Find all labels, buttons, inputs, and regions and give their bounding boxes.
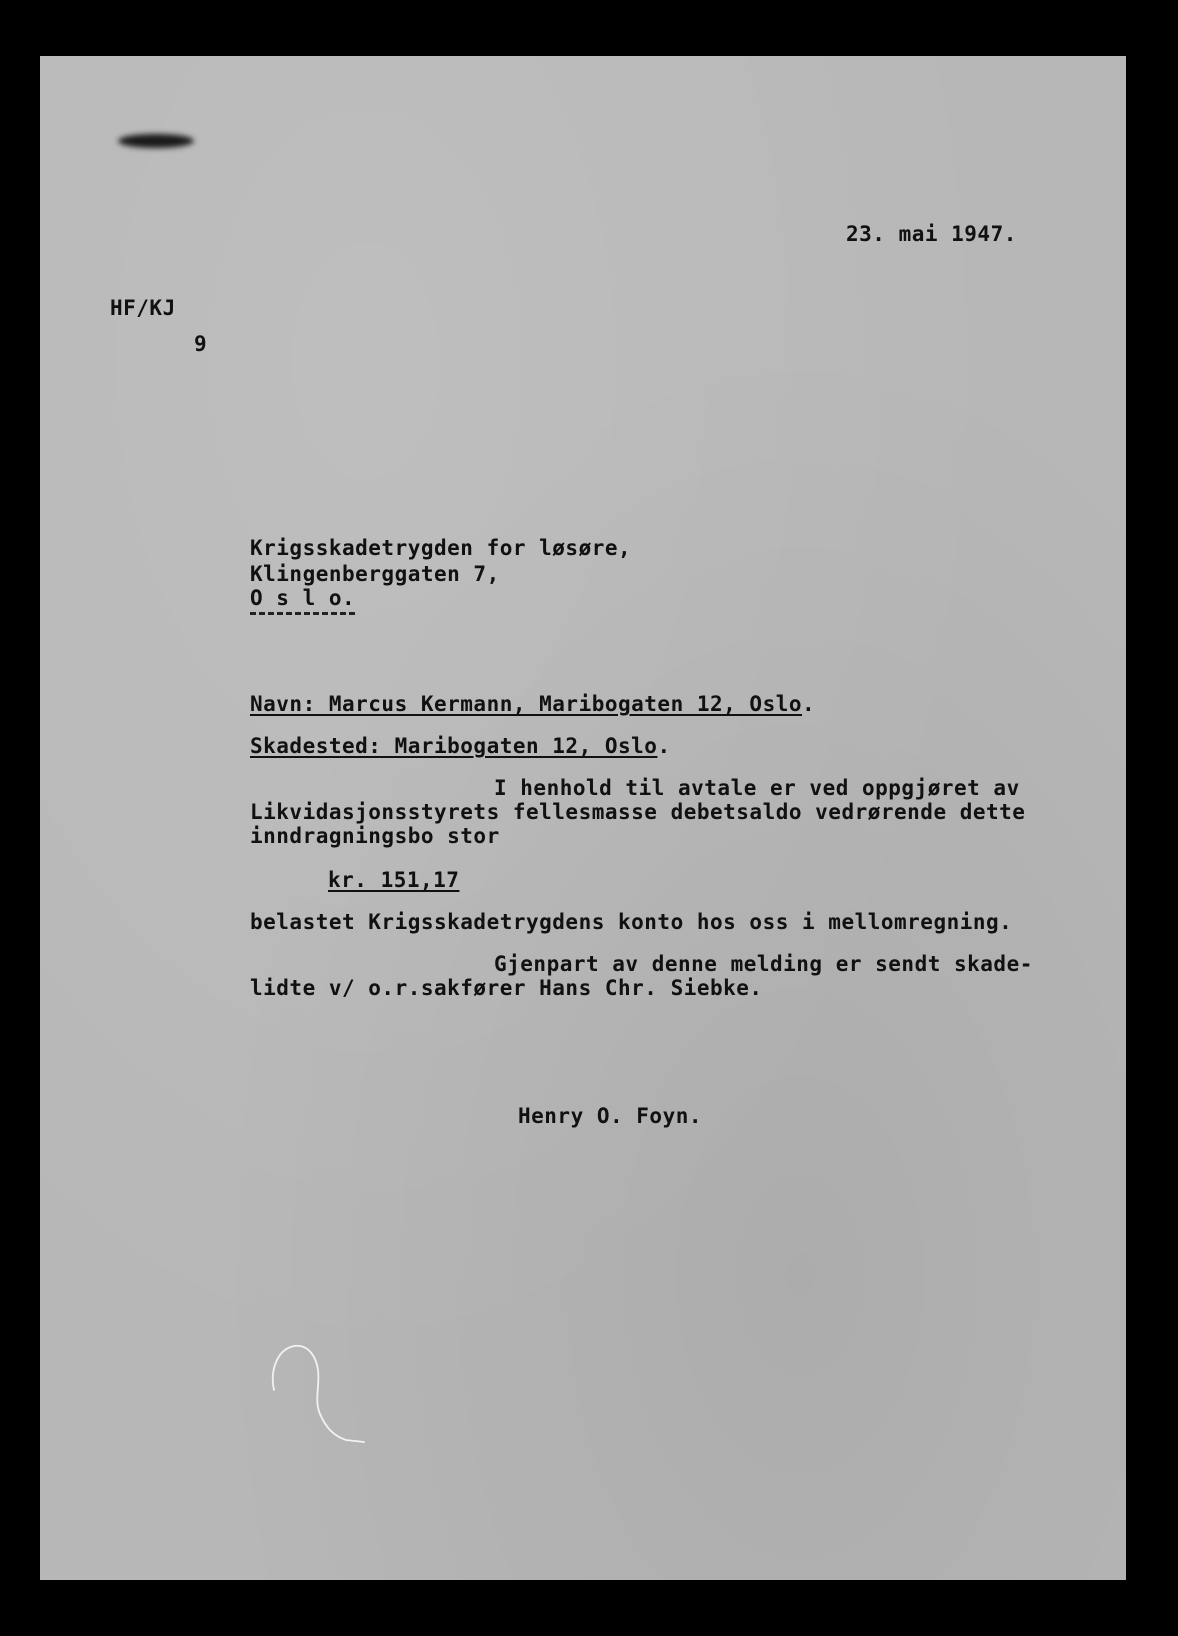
subject-place-period: .: [657, 734, 671, 758]
recipient-underline: [250, 612, 355, 615]
subject-name-period: .: [802, 692, 816, 716]
recipient-line-1: Krigsskadetrygden for løsøre,: [250, 536, 632, 560]
amount: kr. 151,17: [328, 868, 460, 892]
reference-number: 9: [194, 332, 208, 356]
subject-name-line: [250, 692, 815, 717]
subject-name-text: Navn: Marcus Kermann, Maribogaten 12, Oslo: [250, 692, 803, 716]
letter-date: 23. mai 1947.: [846, 222, 1017, 246]
body-para1-line1: I henhold til avtale er ved oppgjøret av: [494, 776, 1020, 800]
body-para3-line1: Gjenpart av denne melding er sendt skade-: [494, 952, 1033, 976]
recipient-line-3: O s l o.: [250, 586, 356, 610]
subject-place-text: Skadested: Maribogaten 12, Oslo: [250, 734, 658, 758]
subject-place-line: [250, 734, 671, 759]
reference-initials: HF/KJ: [110, 296, 176, 320]
body-para1-line3: inndragningsbo stor: [250, 824, 500, 848]
body-para3-line2: lidte v/ o.r.sakfører Hans Chr. Siebke.: [250, 976, 763, 1000]
body-para2: belastet Krigsskadetrygdens konto hos oss i mellomregning.: [250, 910, 1013, 934]
scratch-mark: [268, 1342, 388, 1462]
recipient-line-2: Klingenberggaten 7,: [250, 562, 500, 586]
body-para1-line2: Likvidasjonsstyrets fellesmasse debetsaldo vedrørende dette: [250, 800, 1026, 824]
ink-smudge: [118, 134, 194, 148]
signature: Henry O. Foyn.: [518, 1104, 703, 1128]
